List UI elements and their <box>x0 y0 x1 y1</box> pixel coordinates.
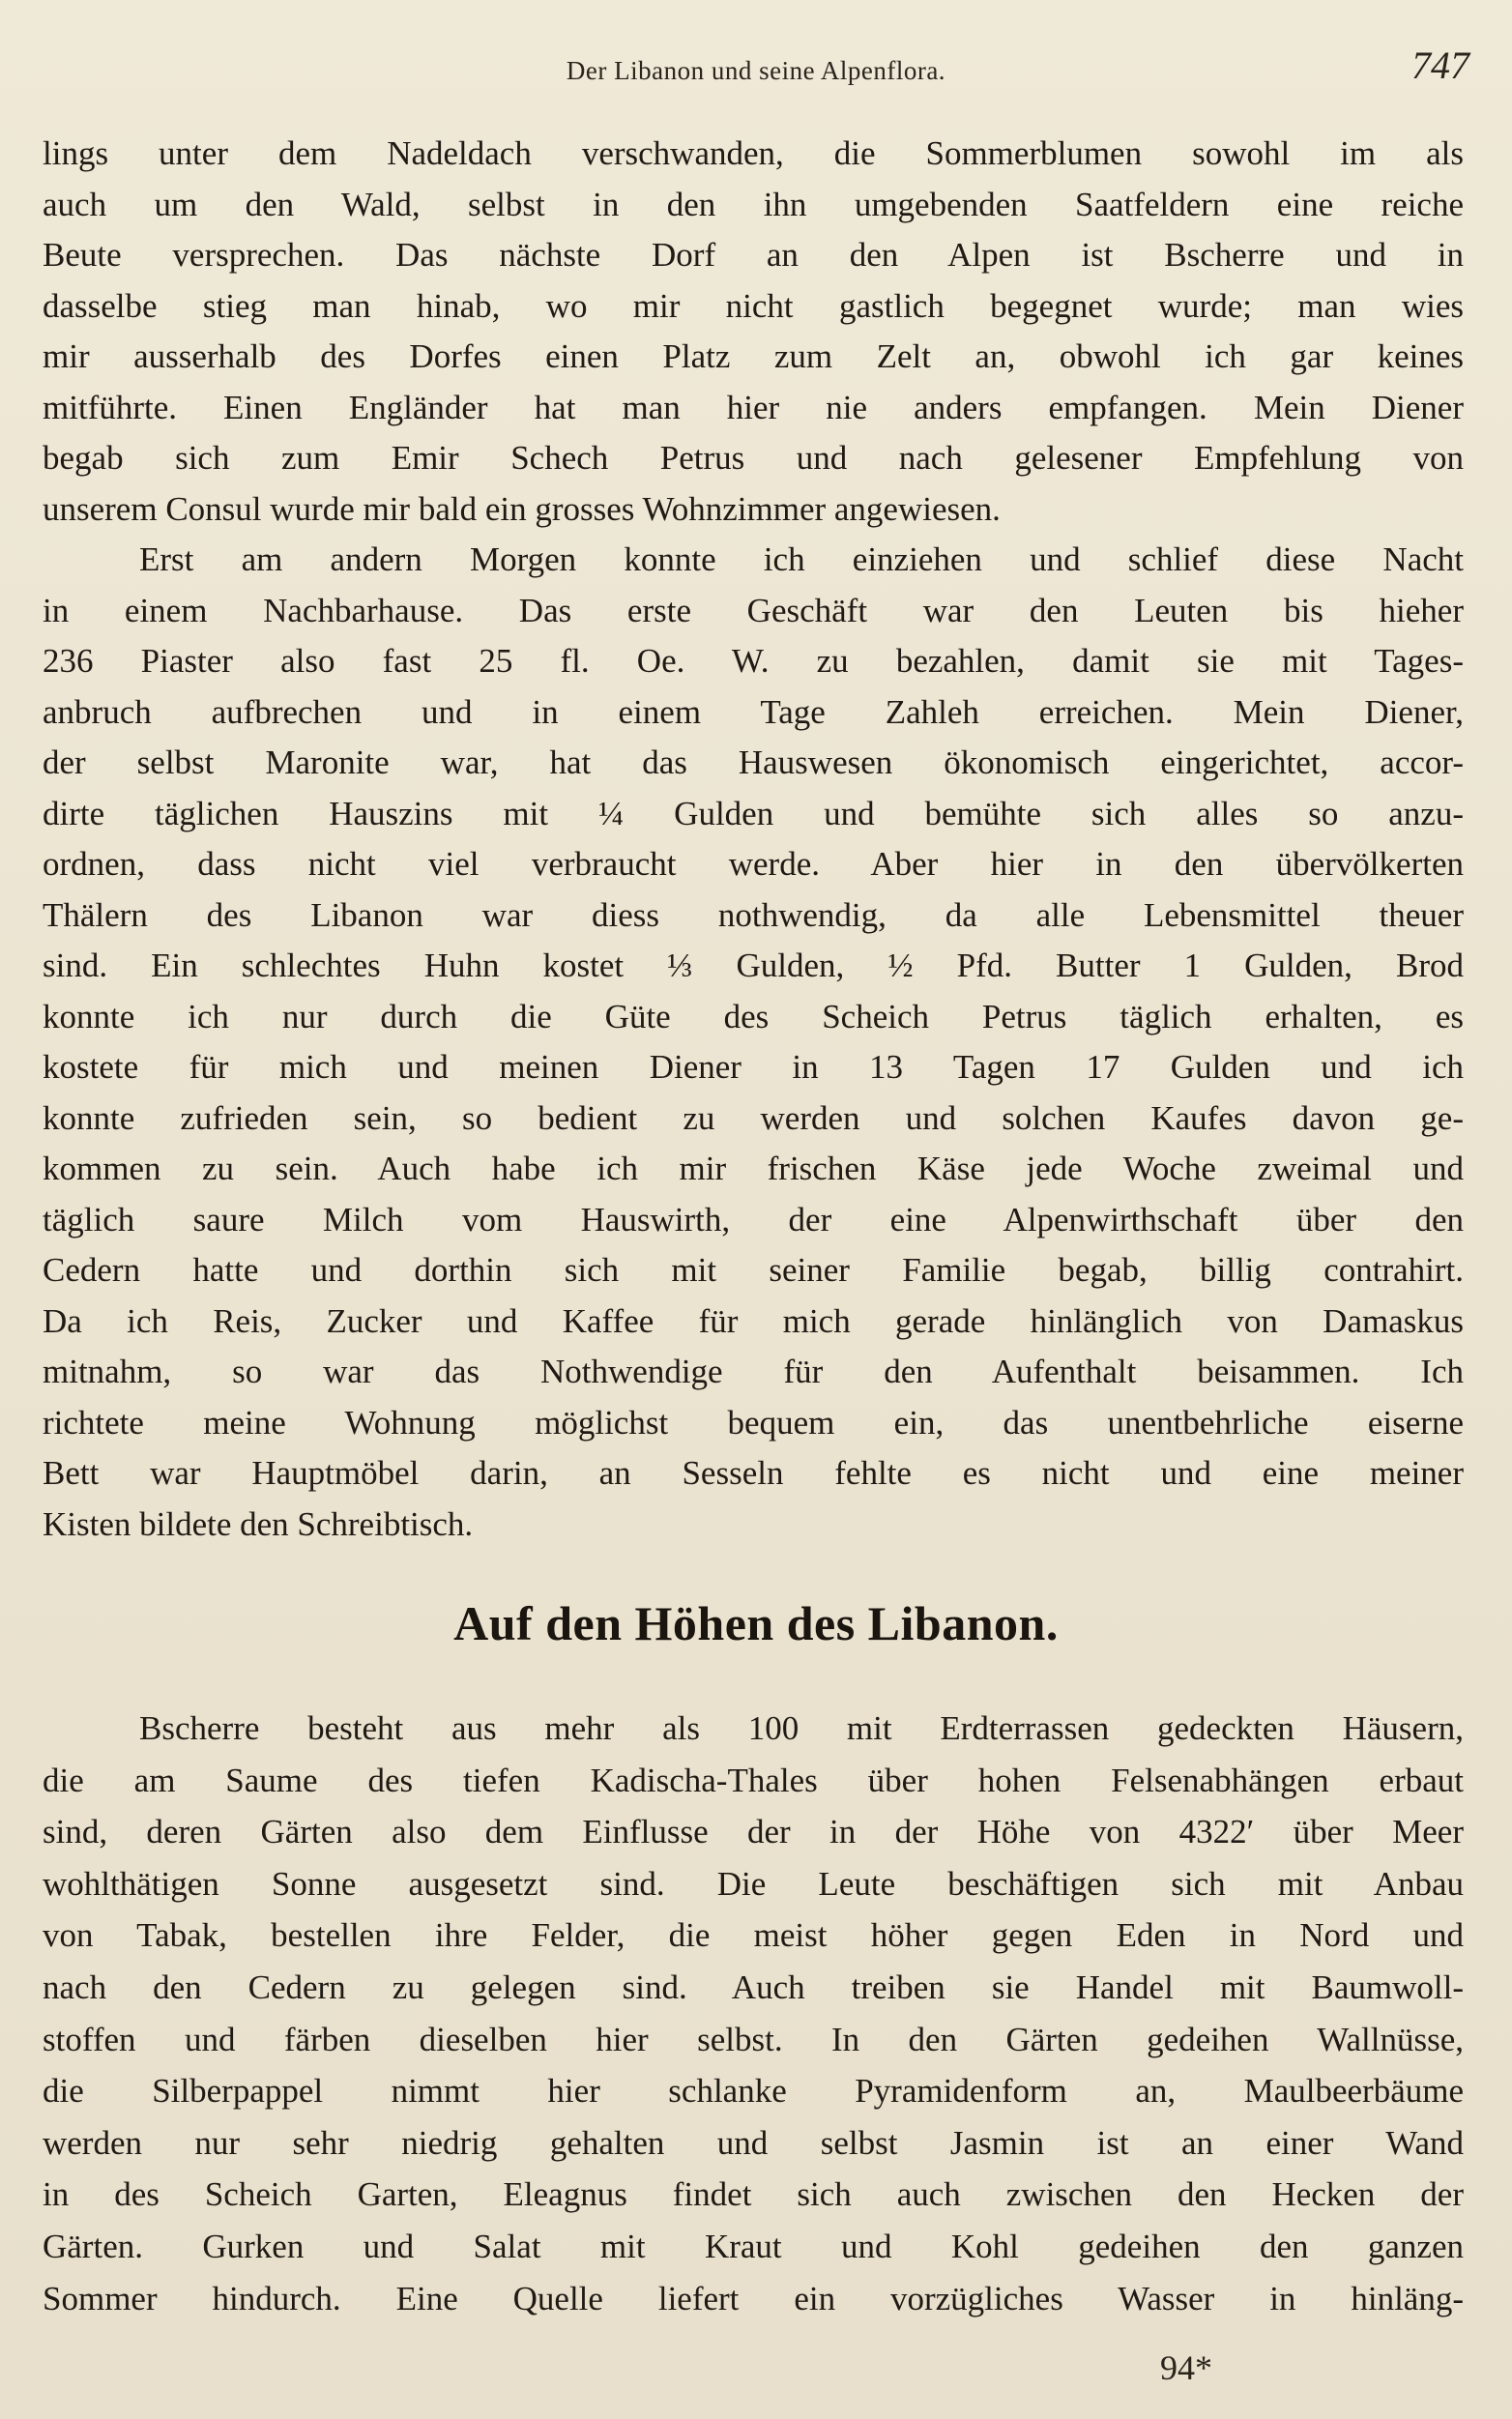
text-line: der selbst Maronite war, hat das Hauswesen ökonomisch eingerichtet, accor- <box>43 743 1464 781</box>
text-line: unserem Consul wurde mir bald ein grosses Wohnzimmer angewiesen. <box>43 489 1001 528</box>
text-line: Cedern hatte und dorthin sich mit seiner Familie begab, billig contrahirt. <box>43 1251 1464 1289</box>
text-line: sind, deren Gärten also dem Einflusse der in der Höhe von 4322′ über Meer <box>43 1813 1464 1851</box>
paragraph-3 <box>43 1703 1464 2324</box>
text-line: auch um den Wald, selbst in den ihn umgebenden Saatfeldern eine reiche <box>43 185 1464 223</box>
text-line: dirte täglichen Hauszins mit ¼ Gulden und bemühte sich alles so anzu- <box>43 794 1464 832</box>
text-line: Bscherre besteht aus mehr als 100 mit Erdterrassen gedeckten Häusern, <box>139 1709 1464 1747</box>
text-line: kommen zu sein. Auch habe ich mir frischen Käse jede Woche zweimal und <box>43 1150 1464 1187</box>
paragraph-1 <box>43 129 1464 535</box>
text-line: Kisten bildete den Schreibtisch. <box>43 1504 474 1543</box>
text-line: stoffen und färben dieselben hier selbst. In den Gärten gedeihen Wallnüsse, <box>43 2020 1464 2058</box>
text-line: ordnen, dass nicht viel verbraucht werde. Aber hier in den übervölkerten <box>43 845 1464 883</box>
text-line: mitnahm, so war das Nothwendige für den Aufenthalt beisammen. Ich <box>43 1353 1464 1390</box>
text-line: Gärten. Gurken und Salat mit Kraut und Kohl gedeihen den ganzen <box>43 2227 1464 2265</box>
text-line: täglich saure Milch vom Hauswirth, der eine Alpenwirthschaft über den <box>43 1200 1464 1239</box>
text-line: Beute versprechen. Das nächste Dorf an den Alpen ist Bscherre und in <box>43 236 1464 274</box>
text-line: in einem Nachbarhause. Das erste Geschäft war den Leuten bis hieher <box>43 591 1464 629</box>
signature-mark: 94* <box>1160 2348 1212 2387</box>
text-line: richtete meine Wohnung möglichst bequem ein, das unentbehrliche eiserne <box>43 1403 1464 1442</box>
text-line: die am Saume des tiefen Kadischa-Thales über hohen Felsenabhängen erbaut <box>43 1761 1464 1799</box>
text-line: konnte ich nur durch die Güte des Scheich Petrus täglich erhalten, es <box>43 997 1464 1035</box>
text-line: Sommer hindurch. Eine Quelle liefert ein vorzügliches Wasser in hinläng- <box>43 2279 1464 2317</box>
text-line: lings unter dem Nadeldach verschwanden, die Sommerblumen sowohl im als <box>43 134 1464 172</box>
text-line: 236 Piaster also fast 25 fl. Oe. W. zu bezahlen, damit sie mit Tages- <box>43 642 1464 680</box>
text-line: Bett war Hauptmöbel darin, an Sesseln fehlte es nicht und eine meiner <box>43 1454 1464 1492</box>
page-number: 747 <box>1411 44 1469 87</box>
text-line: sind. Ein schlechtes Huhn kostet ⅓ Gulden, ½ Pfd. Butter 1 Gulden, Brod <box>43 947 1464 984</box>
text-line: werden nur sehr niedrig gehalten und selbst Jasmin ist an einer Wand <box>43 2123 1464 2162</box>
running-head: Der Libanon und seine Alpenflora. <box>566 56 946 85</box>
section-heading: Auf den Höhen des Libanon. <box>453 1596 1059 1650</box>
text-line: von Tabak, bestellen ihre Felder, die meist höher gegen Eden in Nord und <box>43 1916 1464 1955</box>
text-line: Erst am andern Morgen konnte ich einziehen und schlief diese Nacht <box>139 540 1464 578</box>
text-line: begab sich zum Emir Schech Petrus und nach gelesener Empfehlung von <box>43 439 1464 477</box>
text-line: Da ich Reis, Zucker und Kaffee für mich gerade hinlänglich von Damaskus <box>43 1301 1464 1340</box>
text-line: die Silberpappel nimmt hier schlanke Pyramidenform an, Maulbeerbäume <box>43 2072 1464 2111</box>
text-line: mir ausserhalb des Dorfes einen Platz zum Zelt an, obwohl ich gar keines <box>43 337 1464 375</box>
paragraph-2 <box>43 535 1464 1550</box>
text-line: nach den Cedern zu gelegen sind. Auch treiben sie Handel mit Baumwoll- <box>43 1967 1464 2006</box>
text-line: dasselbe stieg man hinab, wo mir nicht gastlich begegnet wurde; man wies <box>43 286 1464 325</box>
text-line: wohlthätigen Sonne ausgesetzt sind. Die Leute beschäftigen sich mit Anbau <box>43 1864 1464 1903</box>
text-line: anbruch aufbrechen und in einem Tage Zahleh erreichen. Mein Diener, <box>43 692 1464 731</box>
text-line: in des Scheich Garten, Eleagnus findet sich auch zwischen den Hecken der <box>43 2175 1464 2214</box>
text-line: Thälern des Libanon war diess nothwendig, da alle Lebensmittel theuer <box>43 895 1464 934</box>
text-line: konnte zufrieden sein, so bedient zu werden und solchen Kaufes davon ge- <box>43 1098 1464 1137</box>
text-line: mitführte. Einen Engländer hat man hier nie anders empfangen. Mein Diener <box>43 388 1464 426</box>
text-line: kostete für mich und meinen Diener in 13 Tagen 17 Gulden und ich <box>43 1048 1464 1086</box>
